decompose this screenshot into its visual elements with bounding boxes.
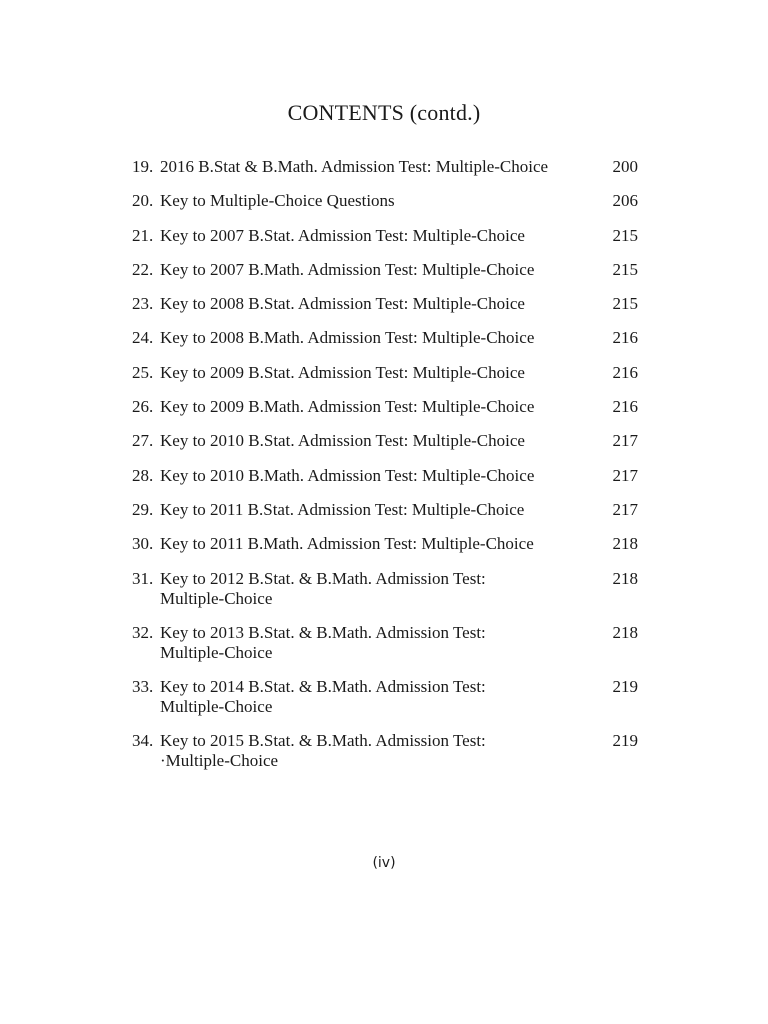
entry-number: 19. bbox=[132, 157, 154, 176]
toc-entry-23 bbox=[132, 294, 638, 314]
entry-page-number: 216 bbox=[612, 328, 638, 348]
table-of-contents bbox=[132, 157, 638, 785]
entry-title-continuation: ·Multiple-Choice bbox=[160, 750, 279, 770]
entry-page-number: 217 bbox=[612, 431, 638, 451]
entry-title: Key to 2007 B.Math. Admission Test: Multiple-Choice bbox=[160, 259, 535, 279]
entry-number: 22. bbox=[132, 259, 154, 279]
entry-title: Key to 2015 B.Stat. & B.Math. Admission Test: bbox=[160, 730, 486, 750]
entry-number: 28. bbox=[132, 465, 154, 485]
toc-entry-30 bbox=[132, 534, 638, 554]
entry-title: Key to 2011 B.Stat. Admission Test: Multiple-Choice bbox=[160, 499, 525, 519]
toc-entry-24 bbox=[132, 328, 638, 348]
page-footer-number: (iv) bbox=[372, 855, 396, 871]
toc-entry-21 bbox=[132, 226, 638, 246]
entry-number: 20. bbox=[132, 191, 154, 211]
entry-number: 33. bbox=[132, 676, 154, 696]
entry-number: 26. bbox=[132, 397, 154, 417]
entry-title: Key to 2009 B.Stat. Admission Test: Multiple-Choice bbox=[160, 362, 525, 382]
entry-number: 30. bbox=[132, 534, 154, 554]
entry-page-number: 219 bbox=[612, 730, 638, 750]
toc-entry-25 bbox=[132, 363, 638, 383]
entry-number: 21. bbox=[132, 225, 154, 245]
entry-page-number: 218 bbox=[612, 568, 638, 588]
entry-page-number: 218 bbox=[612, 534, 638, 554]
entry-page-number: 215 bbox=[612, 294, 638, 314]
entry-number: 23. bbox=[132, 294, 154, 314]
entry-page-number: 217 bbox=[612, 499, 638, 519]
entry-page-number: 216 bbox=[612, 397, 638, 417]
toc-entry-20 bbox=[132, 191, 638, 211]
entry-title-continuation: Multiple-Choice bbox=[160, 588, 273, 608]
entry-title: Key to 2010 B.Math. Admission Test: Multiple-Choice bbox=[160, 465, 535, 485]
entry-number: 27. bbox=[132, 431, 154, 451]
entry-page-number: 217 bbox=[612, 465, 638, 485]
toc-entry-22 bbox=[132, 260, 638, 280]
entry-number: 29. bbox=[132, 499, 154, 519]
entry-title: Key to 2013 B.Stat. & B.Math. Admission Test: bbox=[160, 622, 486, 642]
toc-entry-31 bbox=[132, 569, 638, 609]
toc-entry-26 bbox=[132, 397, 638, 417]
toc-entry-27 bbox=[132, 431, 638, 451]
entry-title: Key to 2007 B.Stat. Admission Test: Multiple-Choice bbox=[160, 225, 525, 245]
entry-page-number: 206 bbox=[612, 191, 638, 211]
entry-title-continuation: Multiple-Choice bbox=[160, 642, 273, 662]
entry-page-number: 218 bbox=[612, 622, 638, 642]
entry-title-block bbox=[160, 623, 598, 663]
entry-number: 24. bbox=[132, 328, 154, 348]
toc-entry-32 bbox=[132, 623, 638, 663]
entry-page-number: 200 bbox=[612, 157, 638, 176]
entry-title: Key to 2011 B.Math. Admission Test: Multiple-Choice bbox=[160, 534, 534, 554]
entry-title: Key to 2012 B.Stat. & B.Math. Admission Test: bbox=[160, 568, 486, 588]
entry-page-number: 219 bbox=[612, 676, 638, 696]
entry-title: Key to Multiple-Choice Questions bbox=[160, 191, 395, 211]
entry-number: 31. bbox=[132, 568, 154, 588]
entry-number: 25. bbox=[132, 362, 154, 382]
entry-page-number: 215 bbox=[612, 259, 638, 279]
entry-page-number: 215 bbox=[612, 225, 638, 245]
toc-entry-33 bbox=[132, 677, 638, 717]
entry-title-block bbox=[160, 677, 598, 717]
entry-title: Key to 2014 B.Stat. & B.Math. Admission Test: bbox=[160, 676, 486, 696]
entry-title: Key to 2008 B.Stat. Admission Test: Multiple-Choice bbox=[160, 294, 525, 314]
entry-page-number: 216 bbox=[612, 362, 638, 382]
entry-number: 32. bbox=[132, 622, 154, 642]
entry-title: 2016 B.Stat & B.Math. Admission Test: Multiple-Choice bbox=[160, 157, 549, 176]
entry-title: Key to 2009 B.Math. Admission Test: Multiple-Choice bbox=[160, 397, 535, 417]
entry-title-block bbox=[160, 569, 598, 609]
entry-title-block bbox=[160, 731, 598, 771]
toc-entry-19 bbox=[132, 157, 638, 177]
toc-entry-34 bbox=[132, 731, 638, 771]
entry-title-continuation: Multiple-Choice bbox=[160, 696, 273, 716]
toc-entry-28 bbox=[132, 466, 638, 486]
entry-title: Key to 2010 B.Stat. Admission Test: Multiple-Choice bbox=[160, 431, 525, 451]
entry-title: Key to 2008 B.Math. Admission Test: Multiple-Choice bbox=[160, 328, 535, 348]
page-title: CONTENTS (contd.) bbox=[287, 100, 481, 125]
toc-entry-29 bbox=[132, 500, 638, 520]
entry-number: 34. bbox=[132, 730, 154, 750]
